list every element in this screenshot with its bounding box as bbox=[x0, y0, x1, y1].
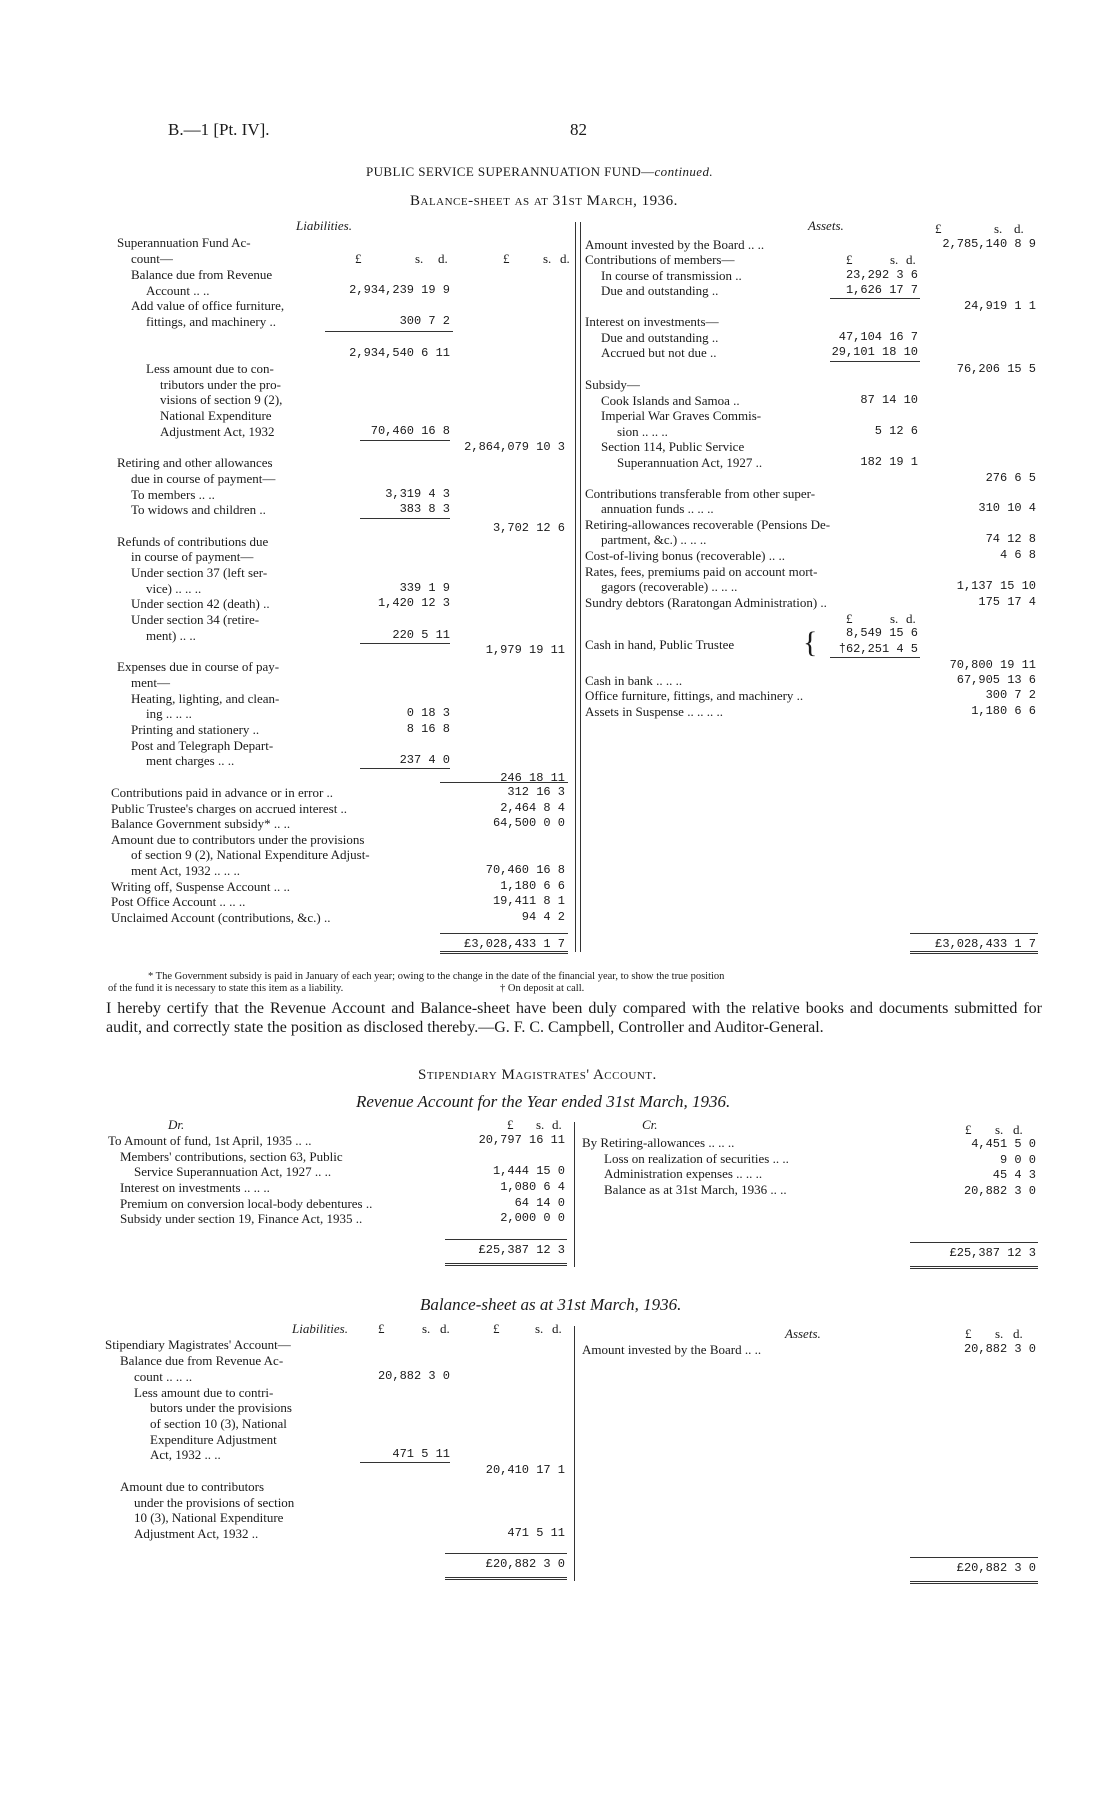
asset-item: Amount invested by the Board .. .. bbox=[585, 237, 765, 252]
currency-header: d. bbox=[438, 251, 448, 266]
debit-amount: 2,000 0 0 bbox=[500, 1211, 565, 1225]
balance-sheet-title: Balance-sheet as at 31st March, 1936. bbox=[410, 193, 678, 209]
liability-amount: 20,882 3 0 bbox=[377, 1369, 450, 1383]
asset-item: Cash in hand, Public Trustee bbox=[585, 637, 735, 652]
liability-item: Superannuation Fund Ac- bbox=[117, 235, 251, 250]
liability-item: Refunds of contributions due bbox=[117, 534, 269, 549]
debit-heading: Dr. bbox=[168, 1117, 185, 1132]
liability-item: of section 10 (3), National bbox=[150, 1416, 287, 1431]
asset-total: £3,028,433 1 7 bbox=[935, 937, 1036, 951]
asset-item: partment, &c.) .. .. .. bbox=[601, 532, 707, 547]
asset-item: Imperial War Graves Commis- bbox=[601, 408, 762, 423]
liabilities-heading: Liabilities. bbox=[292, 1321, 348, 1336]
currency-header: £ bbox=[846, 611, 853, 626]
liability-item: fittings, and machinery .. bbox=[146, 314, 276, 329]
liability-item: Writing off, Suspense Account .. .. bbox=[111, 879, 291, 894]
rule-line bbox=[360, 440, 450, 441]
liability-item: Act, 1932 .. .. bbox=[150, 1447, 221, 1462]
revenue-account-title: Revenue Account for the Year ended 31st March, 1936. bbox=[356, 1092, 731, 1111]
column-divider bbox=[574, 1122, 575, 1267]
asset-item: Cash in bank .. .. .. bbox=[585, 673, 683, 688]
asset-amount: 175 17 4 bbox=[978, 595, 1036, 609]
credit-item: By Retiring-allowances .. .. .. bbox=[582, 1135, 735, 1150]
debit-item: Service Superannuation Act, 1927 .. .. bbox=[134, 1164, 332, 1179]
rule-line bbox=[440, 782, 568, 783]
liability-item: of section 9 (2), National Expenditure Adjust- bbox=[131, 847, 370, 862]
liability-total: £20,882 3 0 bbox=[485, 1557, 565, 1571]
asset-item: Due and outstanding .. bbox=[601, 283, 719, 298]
rule-line bbox=[440, 933, 568, 934]
brace-symbol: { bbox=[803, 626, 818, 659]
liability-item: Heating, lighting, and clean- bbox=[131, 691, 280, 706]
rule-line bbox=[325, 331, 453, 332]
liability-amount: 1,979 19 11 bbox=[485, 643, 565, 657]
currency-header: s. bbox=[995, 1122, 1004, 1137]
liability-item: Less amount due to contri- bbox=[134, 1385, 274, 1400]
liability-item: ment— bbox=[131, 675, 170, 690]
footnote-subsidy-cont: of the fund it is necessary to state this item as a liability. bbox=[108, 983, 344, 994]
asset-amount: 24,919 1 1 bbox=[963, 299, 1036, 313]
rule-line bbox=[830, 298, 920, 299]
liability-item: Contributions paid in advance or in error .. bbox=[111, 785, 334, 800]
liability-item: Expenditure Adjustment bbox=[150, 1432, 277, 1447]
liability-item: Balance Government subsidy* .. .. bbox=[111, 816, 291, 831]
liability-item: count— bbox=[131, 251, 173, 266]
credit-amount: 45 4 3 bbox=[992, 1168, 1036, 1182]
liability-item: in course of payment— bbox=[131, 549, 254, 564]
liability-amount: 220 5 11 bbox=[392, 628, 450, 642]
currency-header: £ bbox=[503, 251, 510, 266]
liability-item: Unclaimed Account (contributions, &c.) .. bbox=[111, 910, 331, 925]
currency-header: d. bbox=[552, 1117, 562, 1132]
liability-item: Balance due from Revenue Ac- bbox=[120, 1353, 284, 1368]
asset-item: Superannuation Act, 1927 .. bbox=[617, 455, 763, 470]
currency-header: s. bbox=[994, 221, 1003, 236]
asset-amount: 20,882 3 0 bbox=[963, 1342, 1036, 1356]
rule-line bbox=[360, 518, 450, 519]
liability-amount: 1,420 12 3 bbox=[377, 596, 450, 610]
asset-amount: 87 14 10 bbox=[860, 393, 918, 407]
asset-amount: 2,785,140 8 9 bbox=[942, 237, 1036, 251]
currency-header: s. bbox=[536, 1117, 545, 1132]
rule-line bbox=[830, 361, 920, 362]
liability-amount: 312 16 3 bbox=[507, 785, 565, 799]
debit-amount: 20,797 16 11 bbox=[478, 1133, 565, 1147]
asset-item: Cost-of-living bonus (recoverable) .. .. bbox=[585, 548, 786, 563]
column-divider bbox=[575, 222, 576, 952]
double-rule bbox=[910, 951, 1038, 954]
asset-item: In course of transmission .. bbox=[601, 268, 742, 283]
currency-header: £ bbox=[507, 1117, 514, 1132]
footnote-deposit: † On deposit at call. bbox=[500, 983, 585, 994]
debit-amount: 1,444 15 0 bbox=[492, 1164, 565, 1178]
currency-header: £ bbox=[378, 1321, 385, 1336]
credit-item: Loss on realization of securities .. .. bbox=[604, 1151, 789, 1166]
asset-item: annuation funds .. .. .. bbox=[601, 501, 714, 516]
double-rule bbox=[445, 1577, 567, 1580]
liability-amount: 1,180 6 6 bbox=[500, 879, 565, 893]
assets-heading: Assets. bbox=[785, 1326, 821, 1341]
liability-item: under the provisions of section bbox=[134, 1495, 295, 1510]
liability-item: Adjustment Act, 1932 .. bbox=[134, 1526, 259, 1541]
liability-item: Retiring and other allowances bbox=[117, 455, 273, 470]
fund-title: PUBLIC SERVICE SUPERANNUATION FUND—continued. bbox=[366, 164, 714, 179]
liability-amount: 383 8 3 bbox=[399, 502, 450, 516]
liability-item: ment Act, 1932 .. .. .. bbox=[131, 863, 241, 878]
double-rule bbox=[445, 1263, 567, 1266]
currency-header: £ bbox=[965, 1326, 972, 1341]
currency-header: s. bbox=[415, 251, 424, 266]
liability-item: Account .. .. bbox=[146, 283, 210, 298]
asset-item: Cook Islands and Samoa .. bbox=[601, 393, 740, 408]
liability-item: 10 (3), National Expenditure bbox=[134, 1510, 284, 1525]
asset-item: Sundry debtors (Raratongan Administration) .. bbox=[585, 595, 827, 610]
liability-item: Under section 42 (death) .. bbox=[131, 596, 270, 611]
rule-line bbox=[360, 643, 450, 644]
currency-header: s. bbox=[422, 1321, 431, 1336]
asset-item: Section 114, Public Service bbox=[601, 439, 745, 454]
currency-header: s. bbox=[543, 251, 552, 266]
liability-amount: 94 4 2 bbox=[521, 910, 565, 924]
currency-header: d. bbox=[1013, 1326, 1023, 1341]
asset-amount: 1,137 15 10 bbox=[956, 579, 1036, 593]
debit-total: £25,387 12 3 bbox=[478, 1243, 565, 1257]
liability-item: ment) .. .. bbox=[146, 628, 196, 643]
liability-item: ment charges .. .. bbox=[146, 753, 235, 768]
liability-item: Post and Telegraph Depart- bbox=[131, 738, 274, 753]
liability-item: vice) .. .. .. bbox=[146, 581, 202, 596]
magistrates-title: Stipendiary Magistrates' Account. bbox=[418, 1067, 657, 1083]
credit-amount: 20,882 3 0 bbox=[963, 1184, 1036, 1198]
currency-header: d. bbox=[906, 611, 916, 626]
liability-amount: 2,864,079 10 3 bbox=[464, 440, 565, 454]
asset-item: Retiring-allowances recoverable (Pensions De- bbox=[585, 517, 831, 532]
currency-header: d. bbox=[560, 251, 570, 266]
column-divider bbox=[580, 222, 581, 952]
currency-header: d. bbox=[1013, 1122, 1023, 1137]
liability-amount: 20,410 17 1 bbox=[485, 1463, 565, 1477]
double-rule bbox=[440, 951, 568, 954]
credit-heading: Cr. bbox=[642, 1117, 658, 1132]
currency-header: d. bbox=[440, 1321, 450, 1336]
liability-item: Add value of office furniture, bbox=[131, 298, 285, 313]
asset-item: Amount invested by the Board .. .. bbox=[582, 1342, 762, 1357]
asset-amount: 182 19 1 bbox=[860, 455, 918, 469]
liability-item: National Expenditure bbox=[160, 408, 272, 423]
debit-item: Premium on conversion local-body debentures .. bbox=[120, 1196, 373, 1211]
debit-amount: 64 14 0 bbox=[514, 1196, 565, 1210]
liability-item: ing .. .. .. bbox=[146, 706, 192, 721]
currency-header: £ bbox=[935, 221, 942, 236]
asset-amount: 4 6 8 bbox=[999, 548, 1036, 562]
asset-item: Interest on investments— bbox=[585, 314, 719, 329]
liability-item: Under section 37 (left ser- bbox=[131, 565, 268, 580]
liability-amount: 8 16 8 bbox=[406, 722, 450, 736]
asset-amount: 70,800 19 11 bbox=[949, 658, 1036, 672]
liability-item: Balance due from Revenue bbox=[131, 267, 273, 282]
currency-header: s. bbox=[535, 1321, 544, 1336]
liability-amount: 3,319 4 3 bbox=[385, 487, 450, 501]
liability-item: Under section 34 (retire- bbox=[131, 612, 260, 627]
liability-item: Amount due to contributors under the provisions bbox=[111, 832, 365, 847]
currency-header: £ bbox=[846, 252, 853, 267]
liability-amount: 19,411 8 1 bbox=[492, 894, 565, 908]
rule-line bbox=[910, 1557, 1038, 1558]
liability-amount: 237 4 0 bbox=[399, 753, 450, 767]
liability-amount: 70,460 16 8 bbox=[485, 863, 565, 877]
asset-item: Rates, fees, premiums paid on account mort- bbox=[585, 564, 818, 579]
liability-item: Public Trustee's charges on accrued interest .. bbox=[111, 801, 348, 816]
liability-item: tributors under the pro- bbox=[160, 377, 281, 392]
debit-item: Members' contributions, section 63, Public bbox=[120, 1149, 343, 1164]
asset-amount: 1,180 6 6 bbox=[971, 704, 1036, 718]
liability-item: Post Office Account .. .. .. bbox=[111, 894, 246, 909]
double-rule bbox=[910, 1581, 1038, 1584]
asset-amount: 300 7 2 bbox=[985, 688, 1036, 702]
liability-item: Amount due to contributors bbox=[120, 1479, 265, 1494]
currency-header: d. bbox=[552, 1321, 562, 1336]
liability-amount: 246 18 11 bbox=[500, 771, 565, 785]
liability-amount: 2,934,239 19 9 bbox=[349, 283, 450, 297]
asset-item: Assets in Suspense .. .. .. .. bbox=[585, 704, 723, 719]
rule-line bbox=[910, 1242, 1038, 1243]
asset-amount: 276 6 5 bbox=[985, 471, 1036, 485]
footnote-subsidy: * The Government subsidy is paid in January of each year; owing to the change in the date of the financial year, to show the true position bbox=[148, 971, 725, 982]
asset-amount: 23,292 3 6 bbox=[845, 268, 918, 282]
audit-certificate: I hereby certify that the Revenue Account and Balance-sheet have been duly compared with the relative books and documents submitted for audit, and correctly state the position as disclosed thereby.—G. F. C. Campbell, Controller and Auditor-General. bbox=[106, 1000, 1042, 1036]
rule-line bbox=[910, 933, 1038, 934]
asset-amount: 1,626 17 7 bbox=[845, 283, 918, 297]
liability-amount: 2,464 8 4 bbox=[500, 801, 565, 815]
asset-total: £20,882 3 0 bbox=[956, 1561, 1036, 1575]
debit-item: Subsidy under section 19, Finance Act, 1935 .. bbox=[120, 1211, 363, 1226]
credit-item: Administration expenses .. .. .. bbox=[604, 1166, 763, 1181]
page-number: 82 bbox=[570, 120, 587, 139]
liability-amount: 70,460 16 8 bbox=[370, 424, 450, 438]
currency-header: d. bbox=[906, 252, 916, 267]
liability-item: Printing and stationery .. bbox=[131, 722, 260, 737]
liability-amount: 471 5 11 bbox=[507, 1526, 565, 1540]
liability-item: To widows and children .. bbox=[131, 502, 266, 517]
asset-amount: 76,206 15 5 bbox=[956, 362, 1036, 376]
liability-item: Expenses due in course of pay- bbox=[117, 659, 280, 674]
rule-line bbox=[360, 768, 450, 769]
asset-amount: 47,104 16 7 bbox=[838, 330, 918, 344]
debit-amount: 1,080 6 4 bbox=[500, 1180, 565, 1194]
liability-amount: 471 5 11 bbox=[392, 1447, 450, 1461]
liability-total: £3,028,433 1 7 bbox=[464, 937, 565, 951]
asset-item: Accrued but not due .. bbox=[601, 345, 717, 360]
credit-amount: 4,451 5 0 bbox=[971, 1137, 1036, 1151]
liability-amount: 64,500 0 0 bbox=[492, 816, 565, 830]
asset-amount: 74 12 8 bbox=[985, 532, 1036, 546]
asset-amount: 310 10 4 bbox=[978, 501, 1036, 515]
rule-line bbox=[445, 1239, 567, 1240]
currency-header: d. bbox=[1014, 221, 1024, 236]
rule-line bbox=[360, 1462, 450, 1463]
asset-amount: 29,101 18 10 bbox=[831, 345, 918, 359]
liability-amount: 0 18 3 bbox=[406, 706, 450, 720]
asset-amount: †62,251 4 5 bbox=[838, 642, 918, 656]
asset-item: Office furniture, fittings, and machinery .. bbox=[585, 688, 804, 703]
liability-item: Less amount due to con- bbox=[146, 361, 274, 376]
currency-header: £ bbox=[493, 1321, 500, 1336]
liability-item: visions of section 9 (2), bbox=[160, 392, 283, 407]
currency-header: £ bbox=[355, 251, 362, 266]
assets-heading: Assets. bbox=[808, 218, 844, 233]
asset-item: Subsidy— bbox=[585, 377, 640, 392]
liability-item: Adjustment Act, 1932 bbox=[160, 424, 275, 439]
liability-amount: 339 1 9 bbox=[399, 581, 450, 595]
credit-amount: 9 0 0 bbox=[999, 1153, 1036, 1167]
double-rule bbox=[910, 1266, 1038, 1269]
liability-amount: 2,934,540 6 11 bbox=[349, 346, 450, 360]
liability-amount: 3,702 12 6 bbox=[492, 521, 565, 535]
debit-item: Interest on investments .. .. .. bbox=[120, 1180, 270, 1195]
asset-item: sion .. .. .. bbox=[617, 424, 668, 439]
column-divider bbox=[574, 1326, 575, 1581]
liability-item: count .. .. .. bbox=[134, 1369, 193, 1384]
currency-header: s. bbox=[890, 611, 899, 626]
liability-item: butors under the provisions bbox=[150, 1400, 292, 1415]
asset-amount: 67,905 13 6 bbox=[956, 673, 1036, 687]
liability-item: To members .. .. bbox=[131, 487, 215, 502]
liability-item: Stipendiary Magistrates' Account— bbox=[105, 1337, 291, 1352]
credit-total: £25,387 12 3 bbox=[949, 1246, 1036, 1260]
currency-header: s. bbox=[995, 1326, 1004, 1341]
asset-item: Due and outstanding .. bbox=[601, 330, 719, 345]
magistrates-balance-sheet-title: Balance-sheet as at 31st March, 1936. bbox=[420, 1295, 682, 1314]
liability-amount: 300 7 2 bbox=[399, 314, 450, 328]
document-reference: B.—1 [Pt. IV]. bbox=[168, 120, 270, 139]
credit-item: Balance as at 31st March, 1936 .. .. bbox=[604, 1182, 787, 1197]
currency-header: £ bbox=[965, 1122, 972, 1137]
rule-line bbox=[830, 657, 920, 658]
asset-item: gagors (recoverable) .. .. .. bbox=[601, 579, 738, 594]
liabilities-heading: Liabilities. bbox=[296, 218, 352, 233]
debit-item: To Amount of fund, 1st April, 1935 .. .. bbox=[108, 1133, 312, 1148]
rule-line bbox=[445, 1553, 567, 1554]
asset-amount: 5 12 6 bbox=[874, 424, 918, 438]
asset-item: Contributions of members— bbox=[585, 252, 735, 267]
currency-header: s. bbox=[890, 252, 899, 267]
liability-item: due in course of payment— bbox=[131, 471, 276, 486]
asset-amount: 8,549 15 6 bbox=[845, 626, 918, 640]
asset-item: Contributions transferable from other super- bbox=[585, 486, 816, 501]
